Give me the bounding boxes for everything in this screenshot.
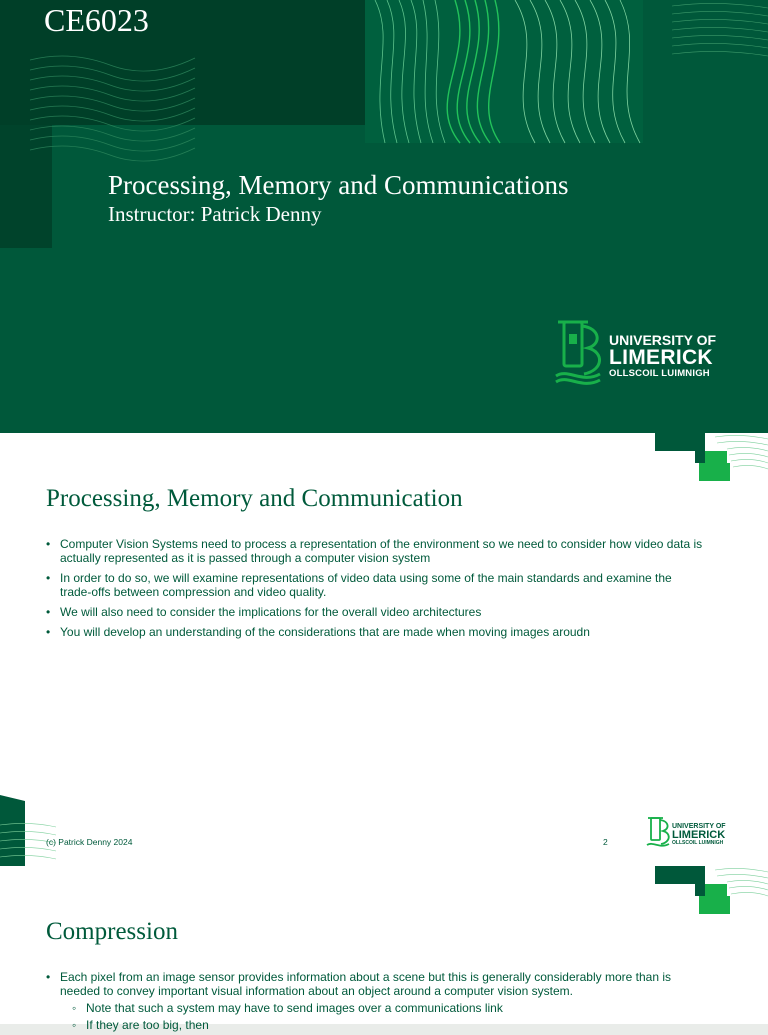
logo-line1: UNIVERSITY OF (672, 823, 726, 830)
list-item: ◦ If they are too big, then (72, 1018, 706, 1032)
corner-decoration (655, 433, 768, 481)
content-slide (0, 433, 768, 866)
slide-title: Compression (46, 918, 178, 945)
list-item: • Computer Vision Systems need to process a representation of the environment so we need to consider how video data is actually represented as it is passed through a computer vision system (46, 537, 706, 565)
footer-copyright: (c) Patrick Denny 2024 (46, 837, 133, 847)
bullet-list (46, 970, 706, 1035)
slide-title: Processing, Memory and Communications (108, 170, 569, 200)
corner-decoration (655, 866, 768, 914)
decorative-lines-right (672, 0, 768, 64)
logo-line1: UNIVERSITY OF (609, 332, 717, 348)
logo-line2: LIMERICK (672, 829, 726, 841)
logo-line3: OLLSCOIL LUIMNIGH (609, 368, 710, 379)
slide-title: Processing, Memory and Communication (46, 485, 463, 512)
list-item: ◦ Note that such a system may have to send images over a communications link (72, 1001, 706, 1015)
course-code: CE6023 (44, 2, 149, 38)
list-item: • You will develop an understanding of the considerations that are made when moving images aroudn (46, 625, 706, 639)
slide-subtitle: Instructor: Patrick Denny (108, 202, 322, 226)
corner-decoration-left (0, 795, 56, 866)
decorative-lines-left (30, 50, 195, 155)
list-item: • Each pixel from an image sensor provides information about a scene but this is generally considerably more than is needed to convey important visual information about an object around a computer vision system. (46, 970, 706, 998)
university-logo (672, 823, 726, 846)
university-logo (609, 333, 716, 379)
content-slide (0, 866, 768, 1032)
bullet-list (46, 537, 706, 645)
logo-line2: LIMERICK (609, 346, 713, 369)
title-slide (0, 0, 768, 433)
list-item: • In order to do so, we will examine representations of video data using some of the main standards and examine the trade-offs between compression and video quality. (46, 571, 706, 599)
logo-line3: OLLSCOIL LUIMNIGH (672, 840, 724, 846)
list-item: • We will also need to consider the implications for the overall video architectures (46, 605, 706, 619)
page-number: 2 (603, 837, 608, 847)
decorative-flow-lines (365, 0, 643, 143)
